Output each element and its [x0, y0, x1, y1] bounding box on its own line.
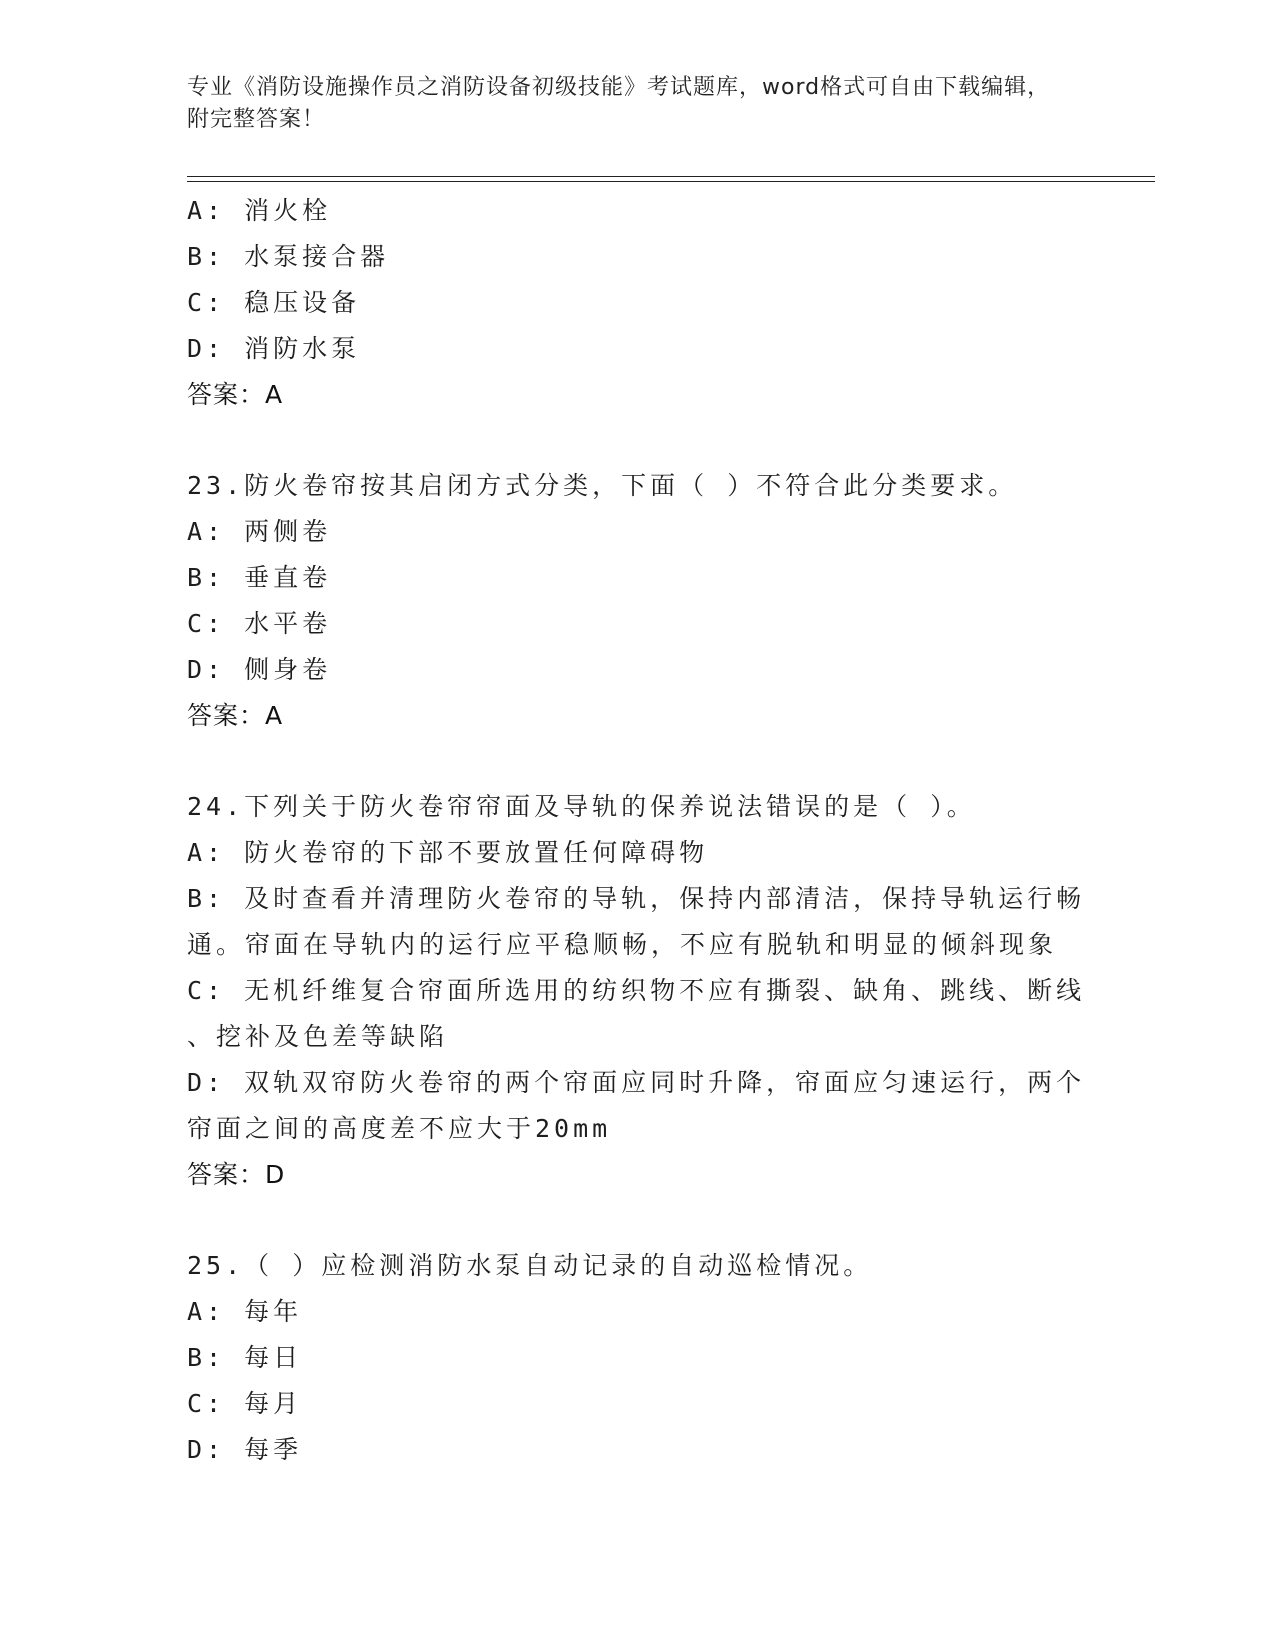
option-b: B: 每日	[187, 1343, 303, 1372]
question-23	[187, 463, 1087, 739]
option-c: C: 稳压设备	[187, 288, 361, 317]
option-c: C: 水平卷	[187, 609, 332, 638]
option-d-line-1: D: 双轨双帘防火卷帘的两个帘面应同时升降，帘面应匀速运行，两个	[187, 1068, 1086, 1097]
question-spacer	[187, 418, 1087, 463]
question-22	[187, 188, 1087, 418]
question-spacer	[187, 1198, 1087, 1243]
option-b-line-1: B: 及时查看并清理防火卷帘的导轨，保持内部清洁，保持导轨运行畅	[187, 884, 1086, 913]
question-stem: 23.防火卷帘按其启闭方式分类，下面（ ）不符合此分类要求。	[187, 471, 1018, 500]
option-a: A: 消火栓	[187, 196, 332, 225]
option-d: D: 侧身卷	[187, 655, 332, 684]
option-a: A: 每年	[187, 1297, 303, 1326]
answer-line: 答案：A	[187, 701, 284, 730]
option-d: D: 每季	[187, 1435, 303, 1464]
header-rule-top	[187, 176, 1155, 177]
answer-line: 答案：D	[187, 1160, 286, 1189]
header-rule-bottom	[187, 181, 1155, 182]
option-d-line-2: 帘面之间的高度差不应大于20mm	[187, 1114, 612, 1143]
question-list	[187, 188, 1087, 1473]
option-b: B: 水泵接合器	[187, 242, 390, 271]
option-b-line-2: 通。帘面在导轨内的运行应平稳顺畅，不应有脱轨和明显的倾斜现象	[187, 930, 1058, 959]
question-spacer	[187, 739, 1087, 784]
option-a: A: 两侧卷	[187, 517, 332, 546]
question-stem: 24.下列关于防火卷帘帘面及导轨的保养说法错误的是（ ）。	[187, 792, 976, 821]
document-header: 专业《消防设施操作员之消防设备初级技能》考试题库，word格式可自由下载编辑，附完整答案！	[187, 75, 1051, 132]
question-24	[187, 784, 1087, 1198]
option-b: B: 垂直卷	[187, 563, 332, 592]
option-a: A: 防火卷帘的下部不要放置任何障碍物	[187, 838, 709, 867]
option-c-line-1: C: 无机纤维复合帘面所选用的纺织物不应有撕裂、缺角、跳线、断线	[187, 976, 1086, 1005]
option-d: D: 消防水泵	[187, 334, 361, 363]
option-c-line-2: 、挖补及色差等缺陷	[187, 1022, 449, 1051]
option-c: C: 每月	[187, 1389, 303, 1418]
question-25	[187, 1243, 1087, 1473]
question-stem: 25.（ ）应检测消防水泵自动记录的自动巡检情况。	[187, 1251, 873, 1280]
answer-line: 答案：A	[187, 380, 284, 409]
